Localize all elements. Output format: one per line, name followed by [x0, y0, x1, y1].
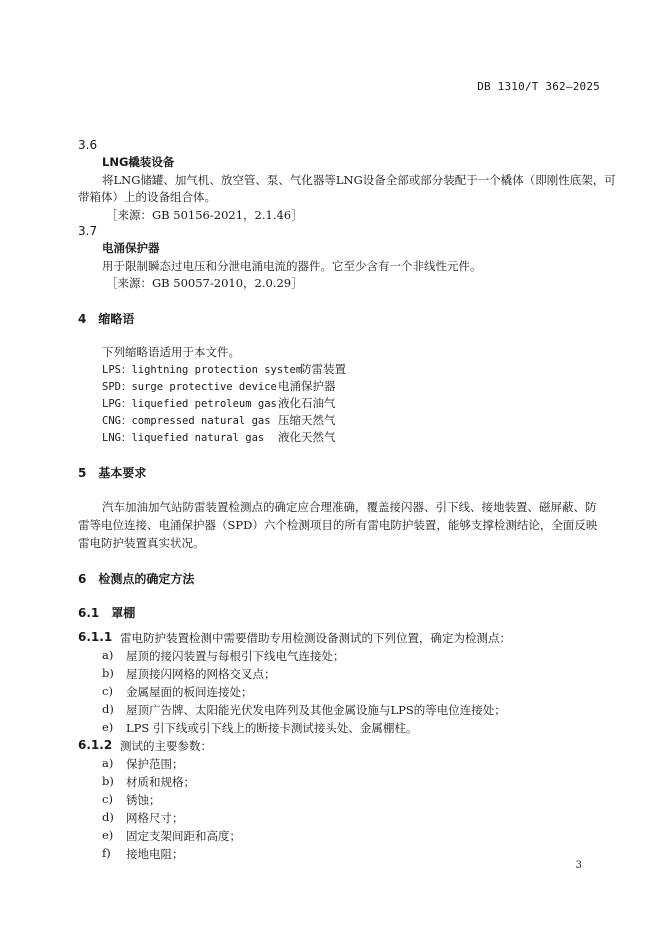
- clause-text: 测试的主要参数：: [120, 739, 212, 753]
- body-line: 汽车加油加气站防雷装置检测点的确定应合理准确，覆盖接闪器、引下线、接地装置、磁屏蔽、防: [102, 500, 597, 514]
- body-line: 雷等电位连接、电涌保护器（SPD）六个检测项目的所有雷电防护装置，能够支撑检测结论，全面反映: [78, 518, 598, 532]
- list-item: 屋顶的接闪装置与每根引下线电气连接处；: [126, 649, 345, 663]
- term-number: 3.7: [78, 224, 98, 238]
- section-heading: 5 基本要求: [78, 466, 147, 480]
- section-intro: 下列缩略语适用于本文件。: [102, 345, 240, 359]
- list-label: c): [102, 792, 113, 806]
- abbreviation-term: CNG：compressed natural gas: [102, 415, 271, 427]
- section-heading: 6 检测点的确定方法: [78, 572, 195, 586]
- list-item: LPS 引下线或引下线上的断接卡测试接头处、金属棚柱。: [126, 721, 418, 735]
- list-item: 材质和规格；: [126, 775, 195, 789]
- term-source: ［来源：GB 50156-2021，2.1.46］: [106, 208, 303, 222]
- list-label: b): [102, 666, 114, 680]
- abbreviation-meaning: 压缩天然气: [278, 413, 336, 427]
- list-item: 屋顶广告牌、太阳能光伏发电阵列及其他金属设施与LPS的等电位连接处；: [126, 703, 506, 717]
- clause-number: 6.1.2: [78, 738, 113, 752]
- list-label: e): [102, 720, 114, 734]
- document-code: DB 1310/T 362—2025: [477, 80, 600, 93]
- list-item: 屋顶接闪网格的网格交叉点；: [126, 667, 276, 681]
- list-item: 固定支架间距和高度；: [126, 829, 241, 843]
- list-label: a): [102, 648, 114, 662]
- list-item: 网格尺寸；: [126, 811, 184, 825]
- term-number: 3.6: [78, 138, 98, 152]
- term-source: ［来源：GB 50057-2010，2.0.29］: [106, 276, 303, 290]
- abbreviation-term: LNG：liquefied natural gas: [102, 432, 265, 444]
- term-definition-line: 将LNG储罐、加气机、放空管、泵、气化器等LNG设备全部或部分装配于一个橇体（即刚性底架，可: [102, 173, 616, 187]
- term-definition-line: 带箱体）上的设备组合体。: [78, 190, 216, 204]
- term-definition-line: 用于限制瞬态过电压和分泄电涌电流的器件。它至少含有一个非线性元件。: [102, 259, 482, 273]
- list-item: 金属屋面的板间连接处；: [126, 685, 253, 699]
- list-label: f): [102, 846, 111, 860]
- list-label: e): [102, 828, 114, 842]
- subsection-heading: 6.1 罩棚: [78, 606, 136, 620]
- list-label: b): [102, 774, 114, 788]
- list-item: 接地电阻；: [126, 847, 184, 861]
- clause-number: 6.1.1: [78, 630, 113, 644]
- term-name: LNG橇装设备: [102, 155, 175, 169]
- list-label: a): [102, 756, 114, 770]
- abbreviation-term: LPS：lightning protection system: [102, 364, 303, 376]
- list-label: d): [102, 810, 114, 824]
- list-label: d): [102, 702, 114, 716]
- abbreviation-meaning: 电涌保护器: [278, 379, 336, 393]
- section-heading: 4 缩略语: [78, 312, 135, 326]
- abbreviation-meaning: 液化石油气: [278, 396, 336, 410]
- list-item: 锈蚀；: [126, 793, 161, 807]
- abbreviation-meaning: 液化天然气: [278, 430, 336, 444]
- abbreviation-term: SPD：surge protective device: [102, 381, 277, 393]
- list-label: c): [102, 684, 113, 698]
- body-line: 雷电防护装置真实状况。: [78, 536, 205, 550]
- list-item: 保护范围；: [126, 757, 184, 771]
- term-name: 电涌保护器: [102, 241, 160, 255]
- abbreviation-meaning: 防雷装置: [300, 362, 346, 376]
- abbreviation-term: LPG：liquefied petroleum gas: [102, 398, 277, 410]
- page-number: 3: [575, 860, 582, 871]
- clause-text: 雷电防护装置检测中需要借助专用检测设备测试的下列位置，确定为检测点：: [120, 631, 511, 645]
